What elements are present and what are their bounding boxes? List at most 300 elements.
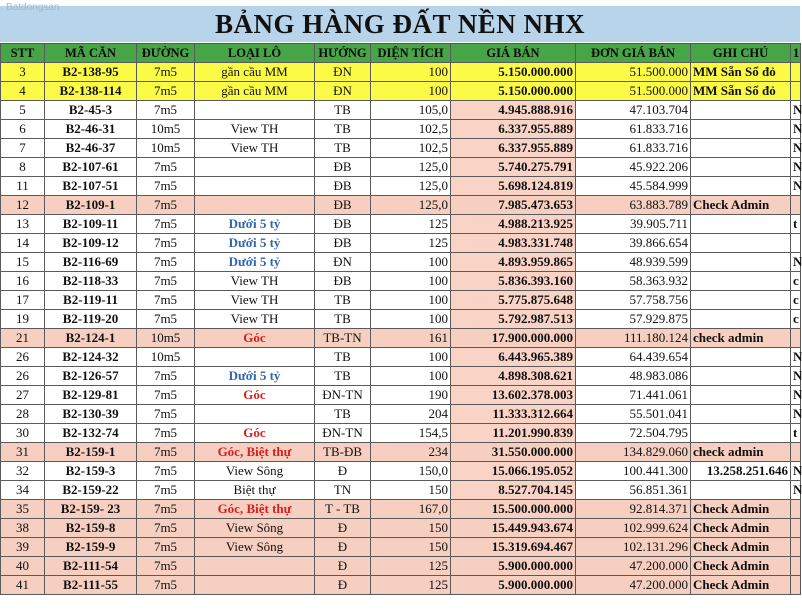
cell-loai-lo: Góc, Biệt thự <box>195 500 315 519</box>
cell-duong: 7m5 <box>137 272 195 291</box>
cell-duong: 7m5 <box>137 481 195 500</box>
cell-loai-lo: Góc <box>195 329 315 348</box>
cell-extra <box>791 576 801 595</box>
cell-ghi-chu <box>691 158 791 177</box>
cell-stt: 12 <box>1 196 45 215</box>
cell-ma-can: B2-107-61 <box>45 158 137 177</box>
cell-gia-ban: 17.900.000.000 <box>451 329 576 348</box>
cell-ghi-chu <box>691 139 791 158</box>
cell-don-gia-ban: 47.200.000 <box>576 557 691 576</box>
cell-huong: TB-TN <box>315 329 371 348</box>
cell-stt: 17 <box>1 291 45 310</box>
cell-stt: 31 <box>1 443 45 462</box>
cell-huong: ĐB <box>315 215 371 234</box>
cell-extra: N <box>791 177 801 196</box>
cell-huong: TB <box>315 405 371 424</box>
cell-dien-tich: 100 <box>371 82 451 101</box>
table-row <box>1 443 801 462</box>
cell-huong: ĐN-TN <box>315 386 371 405</box>
cell-huong: ĐB <box>315 158 371 177</box>
table-row <box>1 538 801 557</box>
cell-duong: 7m5 <box>137 158 195 177</box>
cell-ma-can: B2-119-11 <box>45 291 137 310</box>
cell-don-gia-ban: 45.584.999 <box>576 177 691 196</box>
cell-ma-can: B2-46-37 <box>45 139 137 158</box>
table-row <box>1 348 801 367</box>
cell-gia-ban: 4.988.213.925 <box>451 215 576 234</box>
cell-dien-tich: 125,0 <box>371 196 451 215</box>
cell-ghi-chu <box>691 215 791 234</box>
cell-dien-tich: 150 <box>371 519 451 538</box>
cell-extra: N <box>791 348 801 367</box>
table-row <box>1 462 801 481</box>
cell-dien-tich: 204 <box>371 405 451 424</box>
cell-extra: N <box>791 481 801 500</box>
cell-ghi-chu: Check Admin <box>691 196 791 215</box>
cell-duong: 7m5 <box>137 500 195 519</box>
cell-don-gia-ban: 45.922.206 <box>576 158 691 177</box>
cell-ma-can: B2-126-57 <box>45 367 137 386</box>
cell-extra: c <box>791 310 801 329</box>
cell-extra: N <box>791 120 801 139</box>
cell-ma-can: B2-46-31 <box>45 120 137 139</box>
cell-huong: ĐB <box>315 177 371 196</box>
cell-huong: ĐB <box>315 234 371 253</box>
cell-gia-ban: 4.898.308.621 <box>451 367 576 386</box>
cell-extra <box>791 196 801 215</box>
cell-don-gia-ban: 51.500.000 <box>576 63 691 82</box>
cell-ghi-chu <box>691 310 791 329</box>
cell-don-gia-ban: 51.500.000 <box>576 82 691 101</box>
cell-huong: ĐB <box>315 196 371 215</box>
cell-ghi-chu: Check Admin <box>691 538 791 557</box>
cell-extra <box>791 234 801 253</box>
cell-dien-tich: 150 <box>371 481 451 500</box>
cell-don-gia-ban: 134.829.060 <box>576 443 691 462</box>
cell-huong: Đ <box>315 519 371 538</box>
cell-ghi-chu <box>691 253 791 272</box>
cell-stt: 21 <box>1 329 45 348</box>
cell-stt: 6 <box>1 120 45 139</box>
cell-stt: 13 <box>1 215 45 234</box>
cell-ghi-chu <box>691 424 791 443</box>
cell-stt: 14 <box>1 234 45 253</box>
cell-gia-ban: 15.066.195.052 <box>451 462 576 481</box>
cell-stt: 26 <box>1 348 45 367</box>
cell-gia-ban: 5.150.000.000 <box>451 82 576 101</box>
cell-don-gia-ban: 100.441.300 <box>576 462 691 481</box>
cell-duong: 7m5 <box>137 538 195 557</box>
cell-loai-lo: View TH <box>195 139 315 158</box>
cell-dien-tich: 125 <box>371 234 451 253</box>
col-header-gia-ban: GIÁ BÁN <box>451 44 576 63</box>
cell-dien-tich: 125,0 <box>371 158 451 177</box>
cell-stt: 32 <box>1 462 45 481</box>
cell-stt: 4 <box>1 82 45 101</box>
cell-dien-tich: 105,0 <box>371 101 451 120</box>
cell-ma-can: B2-118-33 <box>45 272 137 291</box>
cell-stt: 15 <box>1 253 45 272</box>
cell-ghi-chu: Check Admin <box>691 519 791 538</box>
col-header-stt: STT <box>1 44 45 63</box>
cell-extra: N <box>791 158 801 177</box>
cell-duong: 7m5 <box>137 367 195 386</box>
cell-duong: 7m5 <box>137 519 195 538</box>
cell-huong: ĐN <box>315 253 371 272</box>
cell-don-gia-ban: 39.905.711 <box>576 215 691 234</box>
table-row <box>1 177 801 196</box>
cell-gia-ban: 5.150.000.000 <box>451 63 576 82</box>
cell-loai-lo <box>195 348 315 367</box>
cell-ghi-chu <box>691 367 791 386</box>
cell-duong: 7m5 <box>137 557 195 576</box>
cell-ma-can: B2-130-39 <box>45 405 137 424</box>
cell-extra: N <box>791 367 801 386</box>
cell-ma-can: B2-109-12 <box>45 234 137 253</box>
col-header-ghi-chu: GHI CHÚ <box>691 44 791 63</box>
table-row <box>1 557 801 576</box>
cell-don-gia-ban: 57.929.875 <box>576 310 691 329</box>
cell-dien-tich: 102,5 <box>371 120 451 139</box>
cell-duong: 7m5 <box>137 82 195 101</box>
cell-don-gia-ban: 102.999.624 <box>576 519 691 538</box>
cell-duong: 10m5 <box>137 329 195 348</box>
cell-ghi-chu: Check Admin <box>691 576 791 595</box>
cell-gia-ban: 31.550.000.000 <box>451 443 576 462</box>
cell-don-gia-ban: 63.883.789 <box>576 196 691 215</box>
cell-extra: N <box>791 386 801 405</box>
table-row <box>1 234 801 253</box>
cell-ma-can: B2-124-1 <box>45 329 137 348</box>
cell-ma-can: B2-159-3 <box>45 462 137 481</box>
cell-ma-can: B2-159-8 <box>45 519 137 538</box>
cell-loai-lo <box>195 158 315 177</box>
cell-loai-lo: View Sông <box>195 538 315 557</box>
table-row <box>1 405 801 424</box>
cell-duong: 7m5 <box>137 576 195 595</box>
cell-duong: 7m5 <box>137 63 195 82</box>
cell-ghi-chu: Check Admin <box>691 500 791 519</box>
table-row <box>1 424 801 443</box>
cell-gia-ban: 6.337.955.889 <box>451 120 576 139</box>
cell-extra <box>791 538 801 557</box>
cell-don-gia-ban: 47.103.704 <box>576 101 691 120</box>
cell-loai-lo: Góc <box>195 424 315 443</box>
cell-gia-ban: 15.449.943.674 <box>451 519 576 538</box>
cell-ma-can: B2-129-81 <box>45 386 137 405</box>
col-header-ma-can: MÃ CĂN <box>45 44 137 63</box>
table-row <box>1 120 801 139</box>
cell-ma-can: B2-109-1 <box>45 196 137 215</box>
cell-dien-tich: 100 <box>371 310 451 329</box>
col-header-huong: HƯỚNG <box>315 44 371 63</box>
cell-gia-ban: 15.500.000.000 <box>451 500 576 519</box>
cell-loai-lo: Dưới 5 tỷ <box>195 234 315 253</box>
cell-loai-lo: Biệt thự <box>195 481 315 500</box>
cell-dien-tich: 161 <box>371 329 451 348</box>
cell-don-gia-ban: 71.441.061 <box>576 386 691 405</box>
cell-extra: c <box>791 272 801 291</box>
cell-stt: 34 <box>1 481 45 500</box>
cell-extra <box>791 63 801 82</box>
cell-dien-tich: 150,0 <box>371 462 451 481</box>
price-table <box>0 43 801 595</box>
cell-don-gia-ban: 39.866.654 <box>576 234 691 253</box>
cell-loai-lo <box>195 177 315 196</box>
cell-dien-tich: 100 <box>371 253 451 272</box>
cell-don-gia-ban: 48.983.086 <box>576 367 691 386</box>
cell-gia-ban: 5.900.000.000 <box>451 576 576 595</box>
cell-loai-lo <box>195 557 315 576</box>
cell-stt: 8 <box>1 158 45 177</box>
cell-ghi-chu <box>691 291 791 310</box>
cell-duong: 7m5 <box>137 215 195 234</box>
col-header-dien-tich: DIỆN TÍCH <box>371 44 451 63</box>
cell-gia-ban: 11.333.312.664 <box>451 405 576 424</box>
cell-duong: 7m5 <box>137 386 195 405</box>
cell-dien-tich: 190 <box>371 386 451 405</box>
cell-gia-ban: 5.740.275.791 <box>451 158 576 177</box>
cell-dien-tich: 125 <box>371 215 451 234</box>
table-row <box>1 310 801 329</box>
cell-huong: TB <box>315 291 371 310</box>
cell-ma-can: B2-159-22 <box>45 481 137 500</box>
cell-don-gia-ban: 61.833.716 <box>576 120 691 139</box>
cell-loai-lo: Dưới 5 tỷ <box>195 253 315 272</box>
cell-extra <box>791 500 801 519</box>
cell-huong: TB <box>315 101 371 120</box>
cell-stt: 11 <box>1 177 45 196</box>
cell-ghi-chu <box>691 405 791 424</box>
cell-duong: 7m5 <box>137 291 195 310</box>
cell-gia-ban: 4.945.888.916 <box>451 101 576 120</box>
cell-huong: TB <box>315 120 371 139</box>
cell-loai-lo: View TH <box>195 291 315 310</box>
cell-dien-tich: 100 <box>371 348 451 367</box>
cell-gia-ban: 5.775.875.648 <box>451 291 576 310</box>
cell-don-gia-ban: 111.180.124 <box>576 329 691 348</box>
cell-loai-lo: View TH <box>195 120 315 139</box>
cell-extra: t <box>791 424 801 443</box>
cell-gia-ban: 13.602.378.003 <box>451 386 576 405</box>
cell-loai-lo: View TH <box>195 310 315 329</box>
cell-don-gia-ban: 47.200.000 <box>576 576 691 595</box>
table-row <box>1 367 801 386</box>
cell-duong: 10m5 <box>137 348 195 367</box>
cell-huong: TB <box>315 139 371 158</box>
table-row <box>1 158 801 177</box>
cell-dien-tich: 154,5 <box>371 424 451 443</box>
cell-dien-tich: 125,0 <box>371 177 451 196</box>
cell-loai-lo <box>195 196 315 215</box>
cell-huong: TB-ĐB <box>315 443 371 462</box>
cell-dien-tich: 150 <box>371 538 451 557</box>
table-row <box>1 215 801 234</box>
cell-ghi-chu: Check Admin <box>691 557 791 576</box>
cell-ghi-chu <box>691 101 791 120</box>
cell-gia-ban: 5.900.000.000 <box>451 557 576 576</box>
cell-ghi-chu <box>691 272 791 291</box>
table-row <box>1 481 801 500</box>
cell-huong: TB <box>315 310 371 329</box>
cell-dien-tich: 100 <box>371 291 451 310</box>
cell-don-gia-ban: 57.758.756 <box>576 291 691 310</box>
cell-stt: 35 <box>1 500 45 519</box>
cell-duong: 7m5 <box>137 253 195 272</box>
cell-extra: N <box>791 139 801 158</box>
cell-stt: 39 <box>1 538 45 557</box>
cell-extra <box>791 329 801 348</box>
cell-don-gia-ban: 56.851.361 <box>576 481 691 500</box>
cell-extra: N <box>791 405 801 424</box>
sheet-title: BẢNG HÀNG ĐẤT NỀN NHX <box>0 6 800 42</box>
cell-dien-tich: 102,5 <box>371 139 451 158</box>
header-row <box>1 44 801 63</box>
cell-duong: 7m5 <box>137 462 195 481</box>
cell-stt: 19 <box>1 310 45 329</box>
cell-stt: 40 <box>1 557 45 576</box>
table-row <box>1 519 801 538</box>
cell-ma-can: B2-159-9 <box>45 538 137 557</box>
cell-extra <box>791 557 801 576</box>
cell-huong: ĐB <box>315 272 371 291</box>
cell-loai-lo: Dưới 5 tỷ <box>195 367 315 386</box>
cell-ma-can: B2-107-51 <box>45 177 137 196</box>
cell-gia-ban: 11.201.990.839 <box>451 424 576 443</box>
cell-ghi-chu: check admin <box>691 443 791 462</box>
cell-huong: TB <box>315 348 371 367</box>
cell-huong: TB <box>315 367 371 386</box>
cell-stt: 41 <box>1 576 45 595</box>
cell-huong: Đ <box>315 538 371 557</box>
cell-ghi-chu <box>691 348 791 367</box>
cell-ma-can: B2-111-55 <box>45 576 137 595</box>
cell-huong: Đ <box>315 557 371 576</box>
cell-ghi-chu <box>691 386 791 405</box>
cell-loai-lo: gần cầu MM <box>195 63 315 82</box>
cell-duong: 10m5 <box>137 120 195 139</box>
cell-ghi-chu: check admin <box>691 329 791 348</box>
cell-extra <box>791 82 801 101</box>
cell-dien-tich: 125 <box>371 576 451 595</box>
cell-ma-can: B2-45-3 <box>45 101 137 120</box>
table-row <box>1 139 801 158</box>
table-row <box>1 63 801 82</box>
cell-don-gia-ban: 55.501.041 <box>576 405 691 424</box>
cell-extra <box>791 443 801 462</box>
cell-huong: TN <box>315 481 371 500</box>
cell-extra: c <box>791 291 801 310</box>
cell-extra: N <box>791 462 801 481</box>
cell-extra: t <box>791 215 801 234</box>
cell-gia-ban: 6.337.955.889 <box>451 139 576 158</box>
cell-duong: 7m5 <box>137 310 195 329</box>
cell-duong: 7m5 <box>137 177 195 196</box>
cell-loai-lo: View Sông <box>195 462 315 481</box>
cell-duong: 10m5 <box>137 139 195 158</box>
cell-loai-lo: gần cầu MM <box>195 82 315 101</box>
cell-extra <box>791 519 801 538</box>
cell-gia-ban: 8.527.704.145 <box>451 481 576 500</box>
cell-gia-ban: 5.792.987.513 <box>451 310 576 329</box>
watermark-logo: Batdongsan <box>6 2 60 13</box>
cell-duong: 7m5 <box>137 234 195 253</box>
cell-duong: 7m5 <box>137 443 195 462</box>
cell-stt: 26 <box>1 367 45 386</box>
cell-ma-can: B2-159-1 <box>45 443 137 462</box>
cell-duong: 7m5 <box>137 405 195 424</box>
cell-dien-tich: 234 <box>371 443 451 462</box>
cell-don-gia-ban: 72.504.795 <box>576 424 691 443</box>
cell-gia-ban: 4.893.959.865 <box>451 253 576 272</box>
cell-gia-ban: 7.985.473.653 <box>451 196 576 215</box>
cell-dien-tich: 125 <box>371 557 451 576</box>
cell-stt: 7 <box>1 139 45 158</box>
table-body <box>1 63 801 595</box>
cell-ghi-chu <box>691 120 791 139</box>
cell-gia-ban: 15.319.694.467 <box>451 538 576 557</box>
cell-ma-can: B2-111-54 <box>45 557 137 576</box>
table-row <box>1 253 801 272</box>
table-row <box>1 101 801 120</box>
cell-ghi-chu: MM Sẵn Sổ đỏ <box>691 63 791 82</box>
cell-duong: 7m5 <box>137 424 195 443</box>
cell-loai-lo <box>195 101 315 120</box>
cell-huong: Đ <box>315 576 371 595</box>
table-row <box>1 82 801 101</box>
cell-stt: 30 <box>1 424 45 443</box>
cell-loai-lo: Dưới 5 tỷ <box>195 215 315 234</box>
cell-don-gia-ban: 64.439.654 <box>576 348 691 367</box>
cell-huong: ĐN-TN <box>315 424 371 443</box>
cell-extra: N <box>791 253 801 272</box>
cell-ma-can: B2-116-69 <box>45 253 137 272</box>
cell-gia-ban: 5.836.393.160 <box>451 272 576 291</box>
cell-ma-can: B2-109-11 <box>45 215 137 234</box>
cell-loai-lo: View Sông <box>195 519 315 538</box>
table-row <box>1 329 801 348</box>
cell-dien-tich: 100 <box>371 367 451 386</box>
cell-gia-ban: 4.983.331.748 <box>451 234 576 253</box>
table-row <box>1 291 801 310</box>
cell-ghi-chu <box>691 177 791 196</box>
table-row <box>1 196 801 215</box>
cell-stt: 5 <box>1 101 45 120</box>
cell-huong: ĐN <box>315 63 371 82</box>
cell-loai-lo: Góc <box>195 386 315 405</box>
cell-ma-can: B2-138-95 <box>45 63 137 82</box>
cell-ghi-chu: MM Sẵn Sổ đỏ <box>691 82 791 101</box>
cell-loai-lo <box>195 576 315 595</box>
table-row <box>1 272 801 291</box>
cell-ma-can: B2-159- 23 <box>45 500 137 519</box>
cell-dien-tich: 100 <box>371 272 451 291</box>
cell-dien-tich: 167,0 <box>371 500 451 519</box>
cell-ghi-chu <box>691 234 791 253</box>
cell-stt: 38 <box>1 519 45 538</box>
cell-stt: 27 <box>1 386 45 405</box>
cell-loai-lo: View TH <box>195 272 315 291</box>
cell-gia-ban: 6.443.965.389 <box>451 348 576 367</box>
cell-gia-ban: 5.698.124.819 <box>451 177 576 196</box>
col-header-loai-lo: LOẠI LÔ <box>195 44 315 63</box>
cell-loai-lo <box>195 405 315 424</box>
cell-dien-tich: 100 <box>371 63 451 82</box>
cell-duong: 7m5 <box>137 101 195 120</box>
cell-ma-can: B2-119-20 <box>45 310 137 329</box>
cell-stt: 16 <box>1 272 45 291</box>
cell-ghi-chu: 13.258.251.646 <box>691 462 791 481</box>
